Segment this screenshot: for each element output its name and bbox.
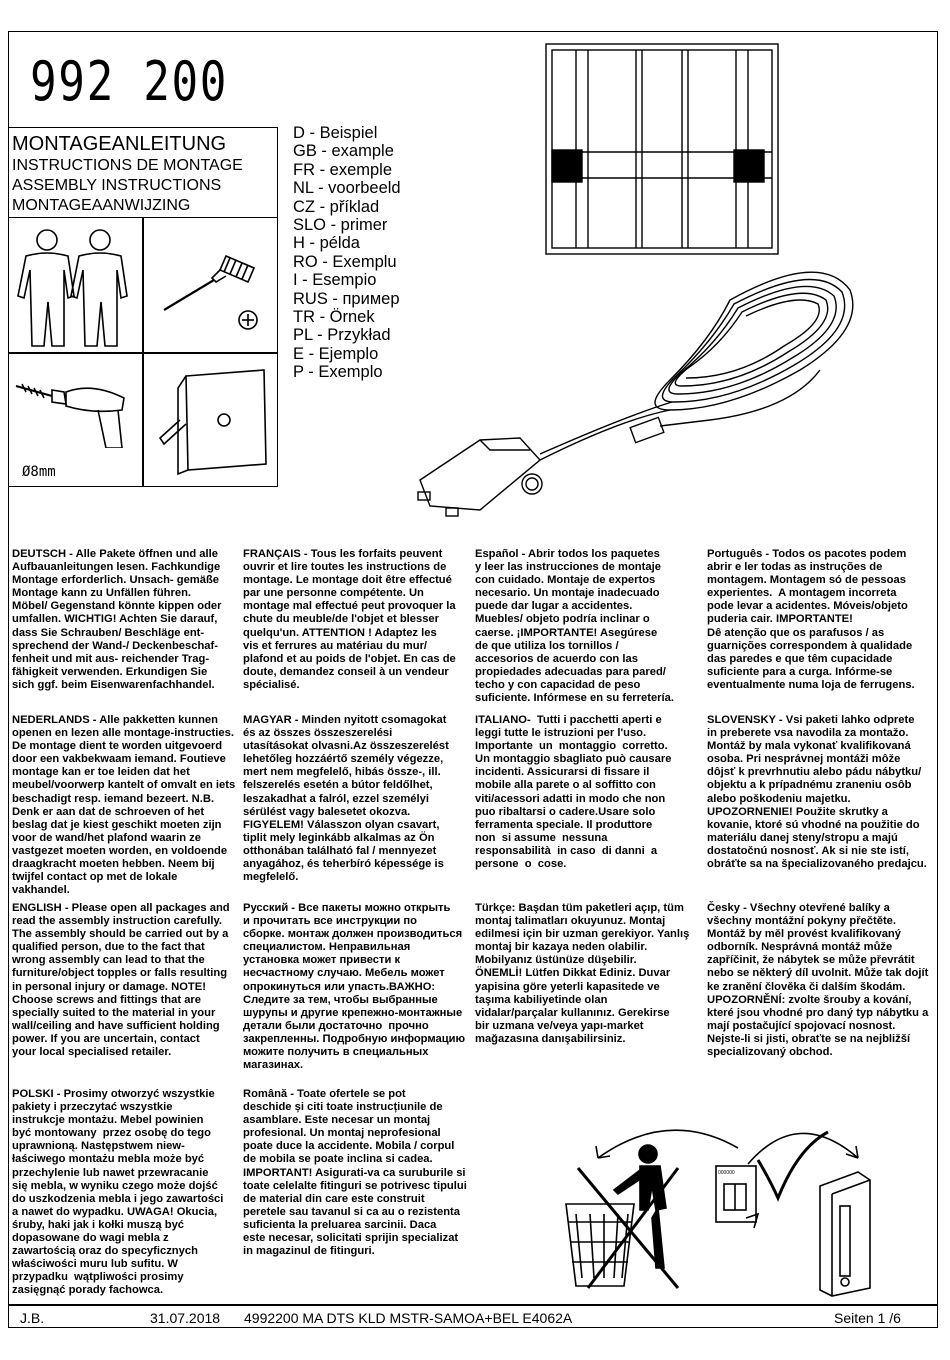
lang-item: P - Exemplo [293, 363, 383, 382]
text-pt: Português - Todos os pacotes podem abrir e ler todas as instruções de montagem. Montagem só de pessoas experientes. A montagem incorreta pode levar a acidentes. Móveis/objeto puderia cair. IMPORTANTE! Dê atenção que os parafusos / as guarnições correspondem à qualidade das paredes e que têm cupacidade suficiente para a curga. Infórme-se eventualmente numa loja de ferrugens. [707, 548, 915, 691]
text-tr: Türkçe: Başdan tüm paketleri açıp, tüm montaj talimatları okuyunuz. Montaj edilmesi için bir uzman gerekiyor. Yanlış montaj bir kazaya neden olabilir. Mobilyanız üstünüze düşebilir. ÖNEMLİ! Lütfen Dikkat Ediniz. Duvar yapisina göre yeterli kapasitede ve taşıma kabiliyetinde olan vidalar/parçalar kullanınız. Gerekirse bir uzmana ve/veya yapı-market mağazasına danışabilirsiniz. [475, 902, 690, 1045]
title-nl: MONTAGEAANWIJZING [12, 197, 191, 214]
footer-divider [8, 1304, 938, 1306]
lang-item: D - Beispiel [293, 124, 378, 142]
lang-item: I - Esempio [293, 271, 377, 290]
lang-item: RO - Exemplu [293, 252, 397, 271]
lang-item: TR - Örnek [293, 308, 375, 327]
doc-label: 000000 [718, 1170, 735, 1176]
footer-doc-code: 4992200 MA DTS KLD MSTR-SAMOA+BEL E4062A [244, 1310, 573, 1326]
footer-author: J.B. [20, 1310, 45, 1326]
title-box [8, 127, 278, 217]
product-illustration [410, 40, 890, 535]
text-en: ENGLISH - Please open all packages and read the assembly instruction carefully. The assembly should be carried out by a qualified person, due to the fact that wrong assembly can lead to that the furniture/object topples or falls resulting in personal injury or damage. NOTE! Choose screws and fittings that are specially suited to the material in your wall/ceiling and have sufficient holding power. If you are uncertain, contact your local specialised retailer. [12, 902, 230, 1059]
lang-item: CZ - příklad [293, 197, 380, 216]
example-language-list [293, 124, 401, 382]
screwdriver-icon [154, 248, 264, 343]
text-hu: MAGYAR - Minden nyitott csomagokat és az összes összeszerelési utasításokat olvasni.Az összeszerelést lehetőleg hozzáértő személy végezze, mert nem megfelelő, hibás össze-, ill. felszerelés esetén a bútor feldőlhet, leszakadhat a falról, ezzel személyi sérülést vagy balesetet okozva. FIGYELEM! Válasszon olyan csavart, tiplit mely leginkább alkalmas az Ön otthonában található fal / mennyezet anyagához, és teherbíró képessége is megfelelő. [243, 714, 449, 884]
text-nl: NEDERLANDS - Alle pakketten kunnen openen en lezen alle montage-instructies. De montage dient te worden uitgevoerd door een vakbekwaam iemand. Foutieve montage kan er toe leiden dat het meubel/voorwerp kantelt of omvalt en iets beschadigt resp. iemand bezeert. N.B. Denk er aan dat de schroeven of het beslag dat je kiest geschikt moeten zijn voor de wand/het plafond waarin ze vastgezet moeten worden, en voldoende draagkracht moeten hebben. Neem bij twijfel contact op met de lokale vakhandel. [12, 714, 236, 897]
drill-size-label: Ø8mm [22, 464, 56, 480]
lang-item: GB - example [293, 142, 394, 161]
footer-date: 31.07.2018 [150, 1310, 221, 1326]
two-persons-icon [14, 226, 138, 353]
article-number: 992 200 [30, 50, 229, 113]
tape-measure-icon [156, 364, 274, 487]
title-fr: INSTRUCTIONS DE MONTAGE [12, 157, 243, 174]
recycle-illustration [548, 1118, 918, 1303]
lang-item: H - példa [293, 234, 360, 253]
text-ru: Русский - Все пакеты можно открыть и прочитать все инструкции по сборке. монтаж должен производиться специалистом. Неправильная установка может привести к несчастному случаю. Мебель может опрокинуться или упасть.ВАЖНО: Следите за тем, чтобы выбранные шурупы и другие крепежно-монтажные детали были достаточно прочно закрепленны. Подробную информацию можите получить в специальных магазинах. [243, 902, 466, 1072]
lang-item: FR - exemple [293, 160, 393, 179]
lang-item: RUS - пример [293, 289, 400, 308]
text-pl: POLSKI - Prosimy otworzyć wszystkie pakiety i przeczytać wszystkie instrukcje montażu. Mebel powinien być montowany przez osobę do tego uprawnioną. Następstwem niew- łaściwego montażu mebla może być przechylenie lub nawet przewracanie się mebla, w wyniku czego może dojść do uszkodzenia mebla i jego zawartości a nawet do wypadku. UWAGA! Okucia, śruby, haki jak i kołki muszą być dopasowane do wagi mebla z zawartością oraz do specyficznych właściwości muru lub sufitu. W przypadku wątpliwości prosimy zasięgnąć porady fachowca. [12, 1088, 224, 1297]
footer-page: Seiten 1 /6 [834, 1310, 901, 1326]
lang-item: PL - Przykład [293, 326, 391, 345]
text-sk: SLOVENSKY - Vsi paketi lahko odprete in preberete vsa navodila za montažo. Montáž by mala vykonať kvalifikovaná osoba. Pri nesprávnej montáži môže dôjsť k prevrhnutiu alebo pádu nábytku/ objektu a k prípadnému zraneniu osôb alebo poškodeniu majetku. UPOZORNENIE! Použite skrutky a kovanie, ktoré sú vhodné na použitie do materiálu danej steny/stropu a majú dostatočnú nosnosť. Ak si nie ste istí, obráťte sa na špecializovaného predajcu. [707, 714, 927, 871]
lang-item: E - Ejemplo [293, 344, 379, 363]
text-it: ITALIANO- Tutti i pacchetti aperti e leggi tutte le istruzioni per l'uso. Importante un montaggio corretto. Un montaggio sbagliato può causare incidenti. Assicurarsi di fissare il mobile alla parete o al soffitto con viti/acessori adatti in modo che non puo ribaltarsi o cadere.Usare solo ferramenta speciale. Il produttore non si assume nessuna responsabilità in caso di danni a persone o cose. [475, 714, 672, 871]
text-fr: FRANÇAIS - Tous les forfaits peuvent ouvrir et lire toutes les instructions de montage. Le montage doit être effectué par une personne compétente. Un montage mal effectué peut provoquer la chute du meuble/de l'objet et blesser quelqu'un. ATTENTION ! Adaptez les vis et ferrures au matériau du mur/ plafond et au poids de l'objet. En cas de doute, demandez conseil à un vendeur spécialisé. [243, 548, 456, 691]
text-de: DEUTSCH - Alle Pakete öffnen und alle Aufbauanleitungen lesen. Fachkundige Montage erforderlich. Unsach- gemäße Montage kann zu Unfällen führen. Möbel/ Gegenstand könnte kippen oder umfallen. WICHTIG! Achten Sie darauf, dass Sie Schrauben/ Beschläge ent- sprechend der Wand-/ Deckenbeschaf- fenheit und mit aus- reichender Trag- fähigkeit verwenden. Erkundigen Sie sich ggf. beim Eisenwarenfachhandel. [12, 548, 222, 691]
lang-item: SLO - primer [293, 216, 388, 235]
text-cz: Česky - Všechny otevřené balíky a všechny montážní pokyny přečtěte. Montáž by měl provést kvalifikovaný odborník. Nesprávná montáž může zapříčinit, že nábytek se může převrátit nebo se některý díl uvolnit. Může tak dojít ke zranění člověka či dalším škodám. UPOZORNĚNÍ: zvolte šrouby a kování, které jsou vhodné pro daný typ nábytku a mají postačující spojovací nosnost. Nejste-li si jisti, obraťte se na nejbližší specializovaný obchod. [707, 902, 929, 1059]
text-es: Español - Abrir todos los paquetes y leer las instrucciones de montaje con cuidado. Montaje de expertos necesario. Un montaje inadecuado puede dar lugar a accidentes. Muebles/ objeto podría inclinar o caerse. ¡IMPORTANTE! Asegúrese de que utiliza los tornillos / accesorios de acuerdo con las propiedades adecuadas para pared/ techo y con capacidad de peso suficiente. Infórmese en su ferretería. [475, 548, 674, 705]
lang-item: NL - voorbeeld [293, 179, 401, 198]
title-de: MONTAGEANLEITUNG [12, 133, 227, 155]
text-ro: Română - Toate ofertele se pot deschide și citi toate instrucțiunile de asamblare. Este necesar un montaj profesional. Un montaj neprofesional poate duce la accidente. Mobila / corpul de mobila se poate inclina si cadea. IMPORTANT! Asigurati-va ca suruburile si toate celelalte fitinguri se potrivesc tipului de material din care este construit peretele sau tavanul si ca au o rezistenta suficienta la preluarea sarcinii. Daca este necesar, solicitati sprijin specializat in magazinul de fitinguri. [243, 1088, 467, 1258]
title-en: ASSEMBLY INSTRUCTIONS [12, 177, 222, 194]
drill-icon [12, 368, 138, 453]
tools-grid [8, 217, 278, 487]
